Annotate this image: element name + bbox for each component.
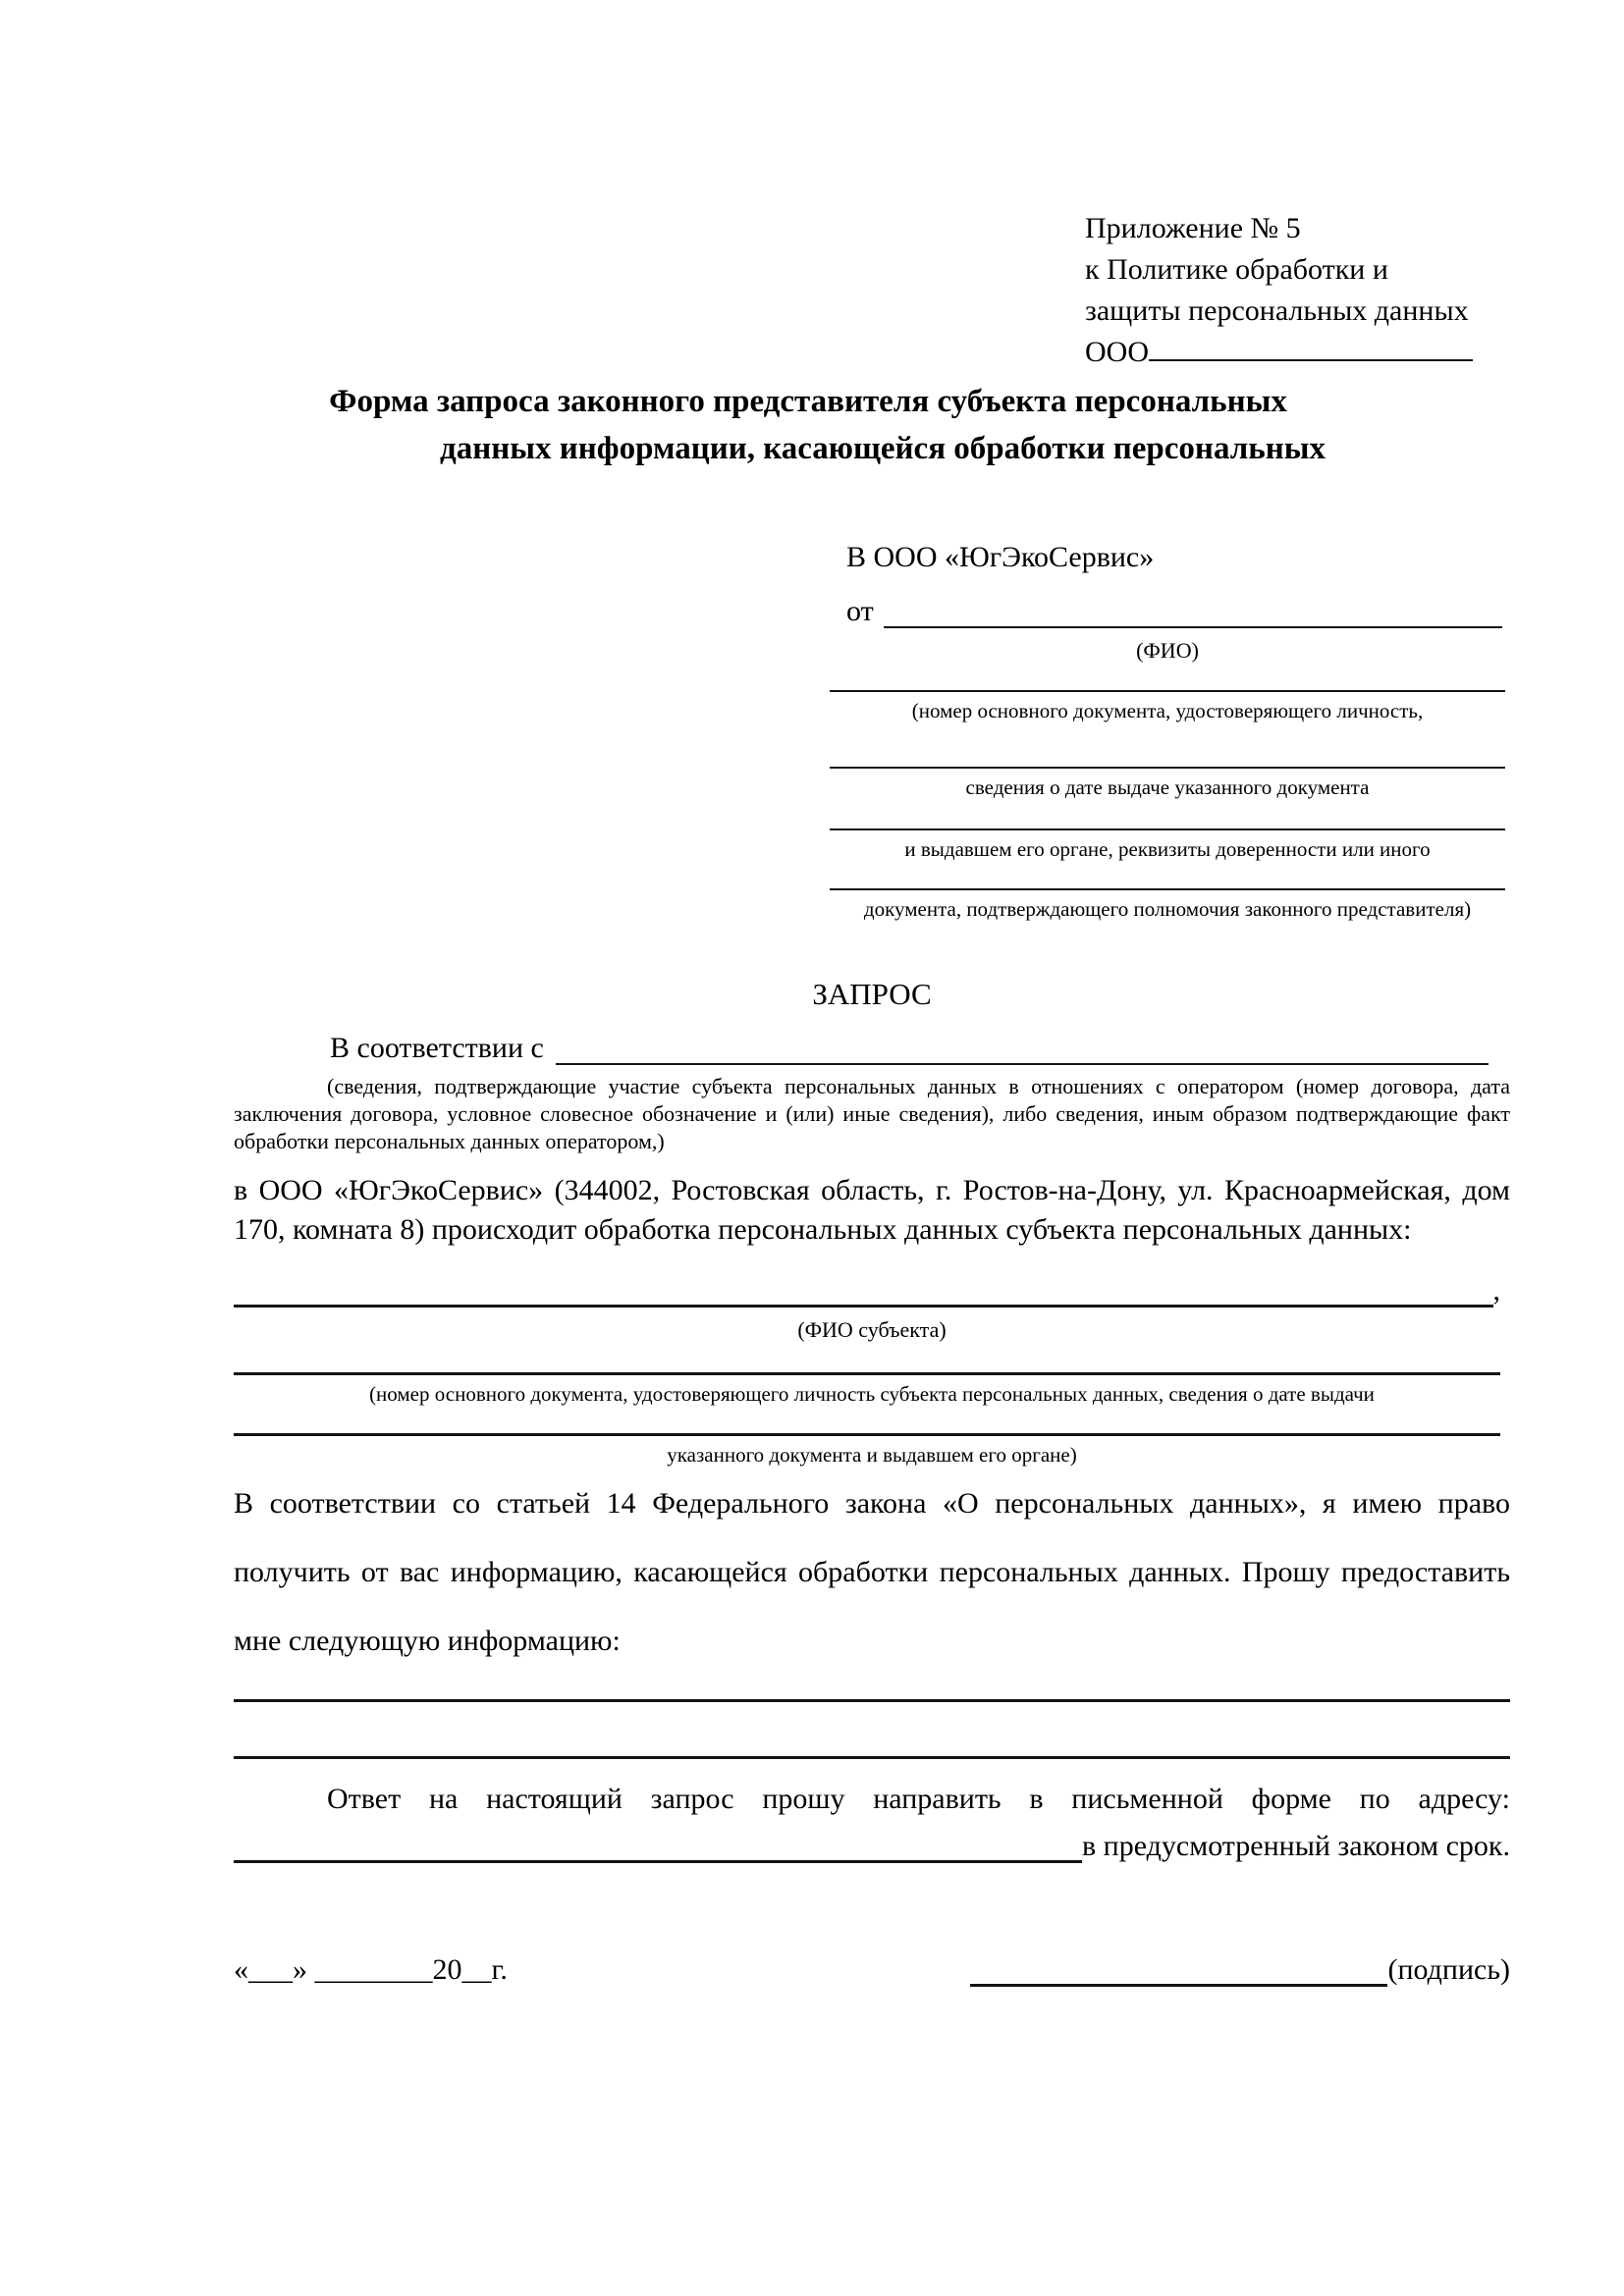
- signature-row: [234, 1955, 1510, 1987]
- subject-doc-caption-1: (номер основного документа, удостоверяющего личность субъекта персональных данных, сведения о дате выдачи: [369, 1382, 1375, 1406]
- request-heading: ЗАПРОС: [812, 977, 932, 1011]
- ooo-label: ООО: [1085, 336, 1149, 368]
- representative-doc-blank-line-3: [830, 828, 1505, 830]
- subject-doc-caption-2: указанного документа и выдавшем его органе): [667, 1443, 1077, 1467]
- appendix-line-3: защиты персональных данных: [1085, 294, 1469, 327]
- accordance-blank-line: [556, 1034, 1489, 1065]
- appendix-block: [1085, 208, 1517, 373]
- processing-paragraph: в ООО «ЮгЭкоСервис» (344002, Ростовская область, г. Ростов-на-Дону, ул. Красноармейская, дом 170, комната 8) происходит обработка персональных данных субъекта персональных данных:: [234, 1174, 1510, 1246]
- signature-blank-line: [970, 1958, 1387, 1987]
- subject-doc-blank-line-1: [234, 1372, 1500, 1375]
- appendix-ooo-row: [1085, 332, 1517, 373]
- signature-caption: (подпись): [1387, 1953, 1510, 1986]
- subject-fio-comma: ,: [1492, 1274, 1500, 1307]
- from-row: [846, 595, 1502, 628]
- law-paragraph: В соответствии со статьей 14 Федерального закона «О персональных данных», я имею право получить от вас информацию, касающейся обработки персональных данных. Прошу предоставить мне следующую информацию:: [234, 1487, 1510, 1657]
- information-blank-line-1: [234, 1699, 1510, 1702]
- reply-lead: Ответ на настоящий запрос прошу направить в письменной форме по адресу:: [327, 1783, 1510, 1815]
- date-line: «___» ________20__г.: [234, 1953, 508, 1986]
- subject-fio-row: [234, 1276, 1500, 1308]
- reply-tail: в предусмотренный законом срок.: [1082, 1830, 1510, 1862]
- subject-fio-caption: (ФИО субъекта): [797, 1317, 947, 1342]
- information-blank-line-2: [234, 1756, 1510, 1759]
- representative-doc-blank-line-2: [830, 767, 1505, 769]
- subject-doc-blank-line-2: [234, 1433, 1500, 1436]
- appendix-line-2: к Политике обработки и: [1085, 253, 1388, 286]
- fio-caption: (ФИО): [1136, 638, 1199, 663]
- reply-address-blank-line: [234, 1831, 1082, 1863]
- representative-doc-blank-line-1: [830, 690, 1505, 692]
- addressee-to: В ООО «ЮгЭкоСервис»: [846, 541, 1155, 573]
- representative-doc-caption-2: сведения о дате выдаче указанного документа: [965, 775, 1370, 799]
- subject-fio-blank-line: [234, 1275, 1493, 1308]
- accordance-row: [234, 1032, 1510, 1065]
- reply-address-row: [234, 1830, 1510, 1863]
- ooo-blank-line: [1149, 334, 1473, 361]
- representative-doc-caption-4: документа, подтверждающего полномочия законного представителя): [863, 897, 1472, 921]
- accordance-lead: В соответствии с: [330, 1032, 544, 1064]
- form-title-line1: Форма запроса законного представителя субъекта персональных: [329, 384, 1287, 419]
- representative-doc-caption-1: (номер основного документа, удостоверяющего личность,: [911, 699, 1424, 722]
- form-title-line2: данных информации, касающейся обработки персональных: [440, 431, 1326, 466]
- representative-doc-caption-3: и выдавшем его органе, реквизиты доверенности или иного: [904, 837, 1431, 861]
- from-label: от: [846, 595, 874, 627]
- from-blank-line: [884, 597, 1502, 628]
- appendix-line-1: Приложение № 5: [1085, 212, 1301, 244]
- accordance-note: (сведения, подтверждающие участие субъекта персональных данных в отношениях с оператором (номер договора, дата заключения договора, условное словесное обозначение и (или) иные сведения), либо сведения, иным образом подтверждающие факт обработки персональных данных оператором,): [234, 1074, 1510, 1153]
- representative-doc-blank-line-4: [830, 888, 1505, 890]
